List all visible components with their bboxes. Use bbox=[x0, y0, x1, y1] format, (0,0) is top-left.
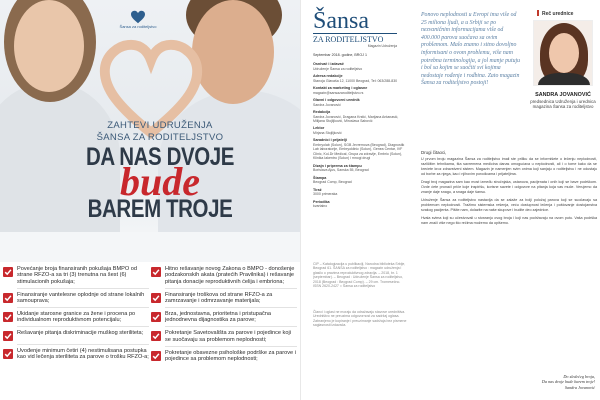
portrait-face bbox=[549, 33, 579, 73]
cover-headline bbox=[40, 143, 280, 223]
colophon-entry bbox=[313, 98, 409, 107]
checkmark-icon bbox=[3, 293, 13, 303]
demand-item bbox=[3, 330, 149, 341]
letter-signoff bbox=[533, 374, 595, 390]
signoff-line-1: Do sledećeg broja, bbox=[563, 374, 595, 379]
letter-paragraph: U prvom broju magazina Šansa za roditeljstvo imali ste priliku da se informišete o lečenju neplodnosti, različitim tehnikama, šta savremena medicina danas omogućava u neplodnosti, ali i o tome kako da se krećete kroz zdravstveni sistem. Magazin je namenjen svim onima koji sanjaju o roditeljstvu i ne odustaju od borbe za njega, kao i njihovim porodicama i prijateljima. bbox=[421, 157, 597, 176]
checkmark-icon bbox=[3, 349, 13, 359]
demand-item bbox=[151, 266, 297, 285]
colophon-value[interactable]: magazin@sansazaroditeljstvo.rs bbox=[313, 90, 364, 95]
editor-word-label bbox=[537, 10, 573, 17]
colophon-value: Stanoja Glavaša 12, 11000 Beograd, Tel: 063/288-830 bbox=[313, 78, 398, 83]
checkmark-icon bbox=[3, 331, 13, 341]
checkmark-icon bbox=[151, 312, 161, 322]
demand-text: Finansiranje vantelesne oplodnje od strane lokalnih samouprava; bbox=[17, 291, 145, 305]
masthead-subtitle: ZA RODITELJSTVO bbox=[313, 33, 397, 44]
editor-word-text: Reč urednice bbox=[542, 11, 574, 17]
editor-name: SANDRA JOVANOVIĆ bbox=[535, 92, 591, 98]
letter-paragraph: Hvala svima koji su učestvovali u stvaranju ovog broja i koji nas podržavaju na ovom putu. Vaša podrška nam znači više nego što rečima možemo da opišemo. bbox=[421, 216, 597, 225]
colophon-label: Redakcija bbox=[313, 110, 331, 114]
demands-list bbox=[0, 262, 300, 400]
demand-item bbox=[3, 348, 149, 361]
colophon-value: 3000 primeraka bbox=[313, 192, 338, 197]
colophon-value: Borislava Ajus, Sanska 55, Beograd bbox=[313, 168, 369, 173]
disclaimer bbox=[313, 310, 409, 328]
colophon-entry bbox=[313, 110, 409, 123]
colophon-entry bbox=[313, 86, 409, 95]
colophon-label: Kontakt za marketing i oglasne bbox=[313, 86, 368, 90]
colophon-value: kvartalno bbox=[313, 204, 328, 209]
checkmark-icon bbox=[3, 312, 13, 322]
colophon-value: Embryolab (Solun), SGB Jevremova (Beograd), Diagnostik Lab laboratorije, Embryoklinic (Solun), Genea Centar, IVF Clinic, Kol-Dr Medical, Grupa za zdravlje, Embrio (Solun), Klinika Iakentro (Solun) i mnogi drugi bbox=[313, 143, 405, 161]
issue-info: Septembar 2018. godine, BROJ 1 bbox=[313, 53, 367, 57]
colophon-entry bbox=[313, 138, 409, 160]
letter-paragraph: Dragi broj magazina sam kao most između stručnjaka, ustanova, pacijenata i onih koji se bave podrškom. Ovde ćete pronaći priče koje inspirišu, korisne savete i odgovore na pitanja koja vas muče. Verujemo da znanje daje snagu, a snaga daje šansu. bbox=[421, 180, 597, 194]
divider bbox=[165, 326, 297, 327]
checkmark-icon bbox=[151, 331, 161, 341]
colophon-label: Adresa redakcije bbox=[313, 74, 343, 78]
colophon-entry bbox=[313, 74, 409, 83]
signoff-line-2: Da nas dvoje bude barem troje! bbox=[541, 379, 595, 385]
editor-caption bbox=[527, 92, 599, 110]
kicker-line-2: ŠANSA ZA RODITELJSTVO bbox=[96, 132, 224, 143]
colophon-entry bbox=[313, 200, 409, 209]
demand-text: Povećanje broja finansiranih pokušaja BMPO od strane RFZO-a sa tri (3) trenutna na šest (6) stimulacionih pokušaja; bbox=[17, 266, 138, 285]
letter-paragraph: Udruženje Šansa za roditeljstvo nastavlja da se zalaže za bolji položaj parova koji se suočavaju sa problemom neplodnosti. Tražimo sistemska rešenja, veću dostupnost lečenja i poštovanje dostojanstva svakog pacijenta. Pišite nam, dolazite na naše skupove i budite deo zajednice. bbox=[421, 198, 597, 212]
colophon-entry bbox=[313, 126, 409, 135]
demand-item bbox=[151, 350, 297, 363]
colophon-label: Glavni i odgovorni urednik bbox=[313, 98, 360, 102]
editor-role: predsednica Udruženja i urednica magazina Šansa za roditeljstvo bbox=[530, 98, 596, 110]
colophon-value: Beograd Comp, Beograd bbox=[313, 180, 352, 185]
demands-column-right bbox=[151, 266, 297, 365]
demand-item bbox=[151, 311, 297, 324]
colophon-entry bbox=[313, 188, 409, 197]
demands-column-left bbox=[3, 266, 149, 363]
editor-letter bbox=[421, 150, 597, 229]
cip-text: CIP – Katalogizacija u publikaciji, Narodna biblioteka Srbije, Beograd 61. ŠANSA za roditeljstvo : magazin udruženja i glasilo o pravima reproduktivnog zdravlja. – 2018, br. 1 (septembar). – Beograd : Udruženje Šansa za roditeljstvo, 2018 (Beograd : Beograd Comp). – 29 cm. Tromesečno. ISSN 2620-2427 = Šansa za roditeljstvo bbox=[313, 262, 406, 289]
demand-item bbox=[151, 330, 297, 343]
logo-heart-icon bbox=[130, 10, 146, 24]
headline-line-2: bude bbox=[120, 159, 200, 204]
divider bbox=[17, 307, 149, 308]
colophon-label: Saradnici i prijatelji bbox=[313, 138, 347, 143]
demand-text: Pokretanje obavezne psihološke podrške za parove i pojedince sa problemom neplodnosti; bbox=[165, 349, 296, 363]
demand-text: Brza, jednostavna, prioritetna i pristupačna jednodnevna dijagnostika za parove; bbox=[165, 311, 272, 324]
headline-line-1: DA NAS DVOJE bbox=[85, 143, 235, 171]
editor-portrait bbox=[533, 20, 593, 86]
colophon-entry bbox=[313, 164, 409, 173]
colophon-label: Štampa bbox=[313, 175, 327, 180]
kicker-line-1: ZAHTEVI UDRUŽENJA bbox=[107, 120, 213, 131]
red-marker-icon bbox=[537, 10, 539, 16]
demand-item bbox=[3, 292, 149, 305]
divider bbox=[165, 346, 297, 347]
logo-text: Šansa za roditeljstvo bbox=[119, 24, 157, 29]
checkmark-icon bbox=[3, 267, 13, 277]
colophon-entry bbox=[313, 62, 409, 71]
headline-line-3: BAREM TROJE bbox=[87, 195, 233, 223]
colophon-value: Udruženje Šansa za roditeljstvo bbox=[313, 66, 363, 71]
masthead bbox=[313, 10, 397, 57]
divider bbox=[165, 288, 297, 289]
disclaimer-text: Članci i oglasi ne moraju da odražavaju stavove uredništva. Uredništvo ne preuzima odgovornost za sadržaj oglasa. Zabranjeno je kopiranje i preuzimanje sadržaja bez pismene saglasnosti izdavača. bbox=[313, 310, 407, 328]
portrait-body bbox=[538, 73, 590, 86]
colophon-label: Osnivač i izdavač bbox=[313, 62, 344, 66]
colophon-entry bbox=[313, 176, 409, 185]
colophon-value: Sandra Jovanović bbox=[313, 102, 341, 107]
demand-text: Ukidanje starosne granice za žene i procena po individualnom reproduktivnom potencijalu; bbox=[17, 311, 136, 324]
demand-text: Hitno rešavanje novog Zakona o BMPO - donošenje podzakonskih akata (pratećih Pravilnika) i rešavanje pitanja donacije reproduktivnih ćelija i embriona; bbox=[165, 266, 295, 285]
demand-item bbox=[3, 311, 149, 324]
checkmark-icon bbox=[151, 351, 161, 361]
cover-kicker bbox=[60, 120, 260, 144]
colophon bbox=[313, 62, 409, 212]
colophon-label: Tiraž bbox=[313, 187, 322, 192]
signoff-line-3: Sandra Jovanović bbox=[564, 384, 595, 390]
colophon-label: Periodika bbox=[313, 199, 330, 204]
demand-text: Rešavanje pitanja diskriminacije muškog steriliteta; bbox=[17, 330, 144, 337]
divider bbox=[17, 326, 149, 327]
editorial-page bbox=[300, 0, 600, 400]
intro-quote bbox=[421, 12, 523, 88]
demand-item bbox=[151, 292, 297, 305]
divider bbox=[17, 344, 149, 345]
demand-text: Pokretanje Savetovališta za parove i pojedince koji se suočavaju sa problemom neplodnosti; bbox=[165, 330, 291, 343]
checkmark-icon bbox=[151, 267, 161, 277]
association-logo bbox=[118, 10, 158, 40]
checkmark-icon bbox=[151, 293, 161, 303]
divider bbox=[165, 307, 297, 308]
divider bbox=[17, 288, 149, 289]
colophon-label: Dizajn i priprema za štampu bbox=[313, 163, 362, 168]
masthead-tag: Magazin Udruženja bbox=[367, 44, 397, 48]
colophon-value: Mirjana Stojiljković bbox=[313, 131, 342, 135]
cip-record bbox=[313, 262, 409, 288]
intro-text: Ponovo neplodnosti u Evropi ima više od 25 miliona ljudi, a u Srbiji se po nezvaničnim informacijama više od 400.000 parova suočava sa ovim problemom. Malo znamo i sitno dovoljno informisani o ovom problemu, više nam potrebna terminologija, a jol manje putuju i bol sa kojim se suočiti svi kojima nedostaje rođenje i rodbina. Zato magazin Šansa za roditeljstvo postoji! bbox=[421, 12, 520, 87]
letter-salutation: Drugi čitaoci, bbox=[421, 150, 447, 155]
demand-item bbox=[3, 266, 149, 285]
colophon-label: Lektor bbox=[313, 126, 325, 131]
masthead-title: Šansa bbox=[313, 8, 369, 34]
demand-text: Uvođenje minimum četiri (4) nestimulisana postupka kao vid lečenja steriliteta za parove o trošku RFZO-a; bbox=[17, 347, 149, 361]
colophon-value: Sandra Jovanović, Dragana Krstić, Marijana Antanasić, Milijana Stojiljković, Miroslava Sabović bbox=[313, 114, 399, 123]
woman-face bbox=[14, 0, 84, 92]
demand-text: Finansiranje troškova od strane RFZO-a za zamrzavanje i odmrzavanje materijala; bbox=[165, 291, 273, 305]
